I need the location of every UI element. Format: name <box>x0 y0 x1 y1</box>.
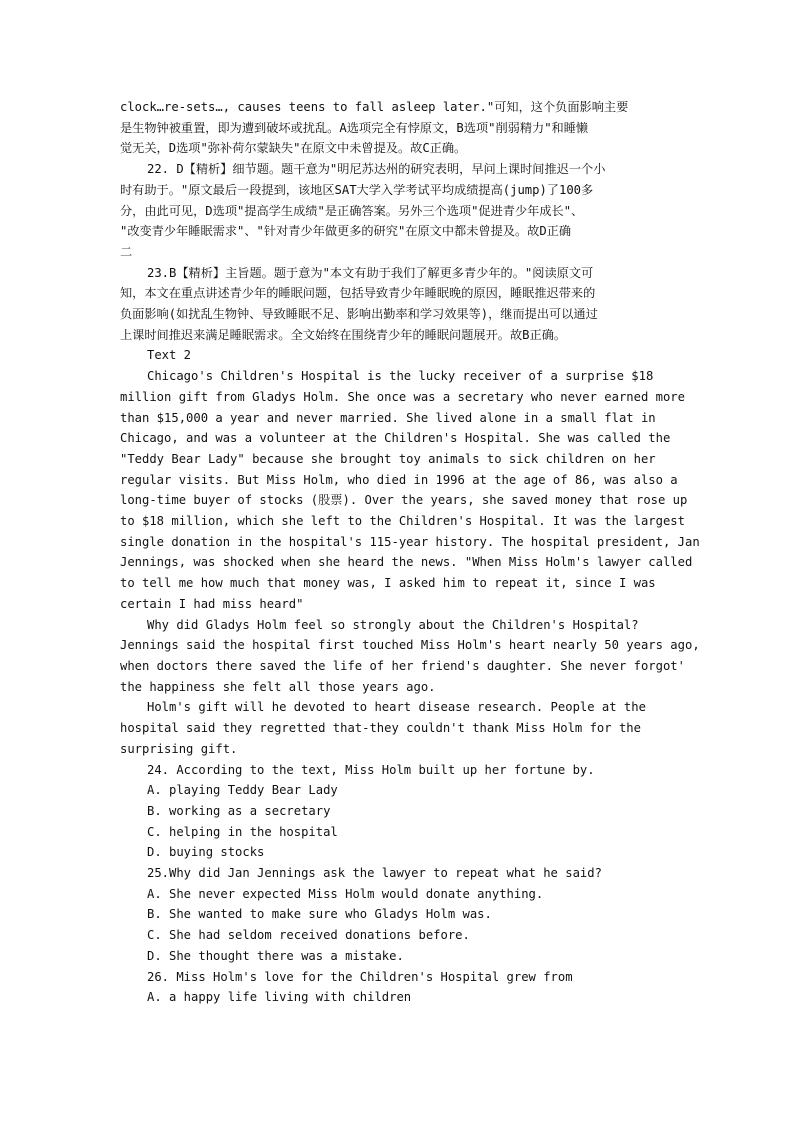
text-line: 二 <box>120 244 133 259</box>
passage-line: single donation in the hospital's 115-year history. The hospital president, Jan <box>120 534 700 549</box>
passage-line: Chicago's Children's Hospital is the lucky receiver of a surprise $18 <box>147 369 654 384</box>
option-d: D. buying stocks <box>147 845 265 860</box>
passage-line: to tell me how much that money was, I asked him to repeat it, since I was <box>120 576 656 591</box>
text-line: "改变青少年睡眠需求"、"针对青少年做更多的研究"在原文中都未曾提及。故D正确 <box>120 224 572 239</box>
passage-line: Why did Gladys Holm feel so strongly about the Children's Hospital? <box>147 617 639 632</box>
passage-line: Holm's gift will he devoted to heart disease research. People at the <box>147 700 646 715</box>
passage-line: Chicago, and was a volunteer at the Children's Hospital. She was called the <box>120 431 671 446</box>
passage-line: Jennings, was shocked when she heard the news. "When Miss Holm's lawyer called <box>120 555 693 570</box>
option-b: B. working as a secretary <box>147 803 331 818</box>
text-line: 觉无关，D选项"弥补荷尔蒙缺失"在原文中未曾提及。故C正确。 <box>120 141 467 156</box>
question-24: 24. According to the text, Miss Holm built up her fortune by. <box>147 762 595 777</box>
passage-line: long-time buyer of stocks (股票). Over the years, she saved money that rose up <box>120 493 688 508</box>
passage-line: hospital said they regretted that-they couldn't thank Miss Holm for the <box>120 721 641 736</box>
document-body <box>120 97 700 1008</box>
text-line: 是生物钟被重置，即为遭到破坏或扰乱。A选项完全有悖原文，B选项"削弱精力"和睡懒 <box>120 120 589 135</box>
text-line: 分，由此可见，D选项"提高学生成绩"是正确答案。另外三个选项"促进青少年成长"、 <box>120 203 584 218</box>
answer-23-line: 23.B【精析】主旨题。题于意为"本文有助于我们了解更多青少年的。"阅读原文可 <box>147 265 594 280</box>
text-line: 知，本文在重点讲述青少年的睡眠问题，包括导致青少年睡眠晚的原因，睡眠推迟带来的 <box>120 286 596 301</box>
text-line: clock…re-sets…, causes teens to fall asleep later."可知，这个负面影响主要 <box>120 100 629 114</box>
text-line: 负面影响(如扰乱生物钟、导致睡眠不足、影响出勤率和学习效果等)，继而提出可以通过 <box>120 307 598 322</box>
passage-line: when doctors there saved the life of her friend's daughter. She never forgot' <box>120 658 685 673</box>
question-26: 26. Miss Holm's love for the Children's Hospital grew from <box>147 969 573 984</box>
option-c: C. helping in the hospital <box>147 824 338 839</box>
passage-line: to $18 million, which she left to the Children's Hospital. It was the largest <box>120 514 685 529</box>
passage-line: certain I had miss heard" <box>120 596 304 611</box>
question-25: 25.Why did Jan Jennings ask the lawyer to repeat what he said? <box>147 866 602 881</box>
option-b: B. She wanted to make sure who Gladys Holm was. <box>147 907 492 922</box>
passage-line: "Teddy Bear Lady" because she brought toy animals to sick children on her <box>120 451 656 466</box>
option-c: C. She had seldom received donations before. <box>147 928 470 943</box>
text-line: 时有助于。"原文最后一段提到，该地区SAT大学入学考试平均成绩提高(jump)了100多 <box>120 182 594 197</box>
text-line: 上课时间推迟来满足睡眠需求。全文始终在围绕青少年的睡眠问题展开。故B正确。 <box>120 327 567 342</box>
option-a: A. playing Teddy Bear Lady <box>147 783 338 798</box>
passage-line: Jennings said the hospital first touched Miss Holm's heart nearly 50 years ago, <box>120 638 700 653</box>
passage-line: surprising gift. <box>120 741 238 756</box>
passage-line: than $15,000 a year and never married. She lived alone in a small flat in <box>120 410 656 425</box>
option-a: A. a happy life living with children <box>147 990 412 1005</box>
section-heading: Text 2 <box>147 348 192 363</box>
answer-22-line: 22. D【精析】细节题。题干意为"明尼苏达州的研究表明，早问上课时间推迟一个小 <box>147 162 606 177</box>
passage-line: the happiness she felt all those years ago. <box>120 679 436 694</box>
passage-line: regular visits. But Miss Holm, who died in 1996 at the age of 86, was also a <box>120 472 678 487</box>
passage-line: million gift from Gladys Holm. She once was a secretary who never earned more <box>120 389 685 404</box>
option-a: A. She never expected Miss Holm would donate anything. <box>147 886 544 901</box>
option-d: D. She thought there was a mistake. <box>147 948 404 963</box>
